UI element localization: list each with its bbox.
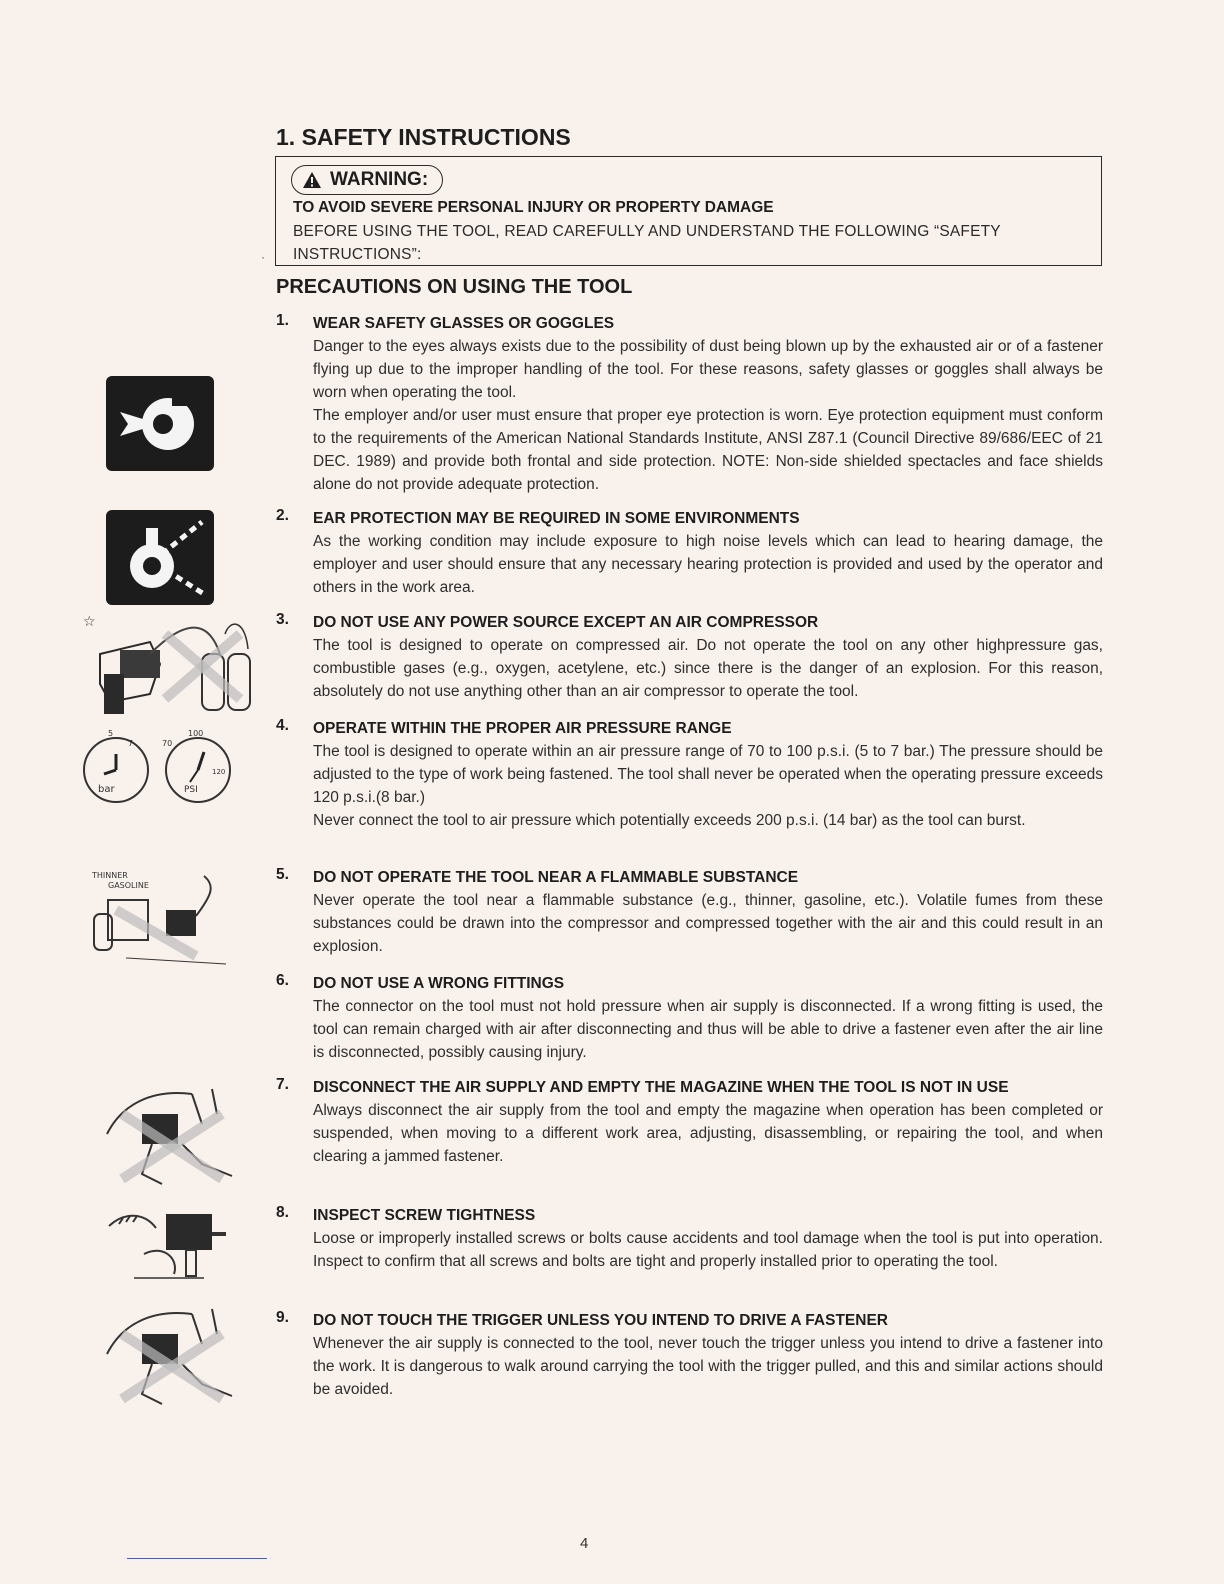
item-number: 9. bbox=[276, 1309, 289, 1326]
item-number: 5. bbox=[276, 866, 289, 883]
item-number: 7. bbox=[276, 1076, 289, 1093]
page-number: 4 bbox=[580, 1535, 589, 1552]
list-item bbox=[276, 1309, 1103, 1401]
disconnect-air-icon bbox=[92, 1084, 237, 1189]
list-item bbox=[276, 972, 1103, 1064]
item-number: 1. bbox=[276, 312, 289, 329]
item-heading: WEAR SAFETY GLASSES OR GOGGLES bbox=[313, 315, 615, 332]
item-paragraph: Always disconnect the air supply from the tool and empty the magazine when operation has been completed or suspended, when moving to a different work area, adjusting, disassembling, or repairing the tool, and when clearing a jammed fastener. bbox=[313, 1102, 1103, 1165]
item-paragraph: Whenever the air supply is connected to the tool, never touch the trigger unless you intend to drive a fastener into the work. It is dangerous to walk around carrying the tool with the trigger pulled, and this and similar actions should be avoided. bbox=[313, 1335, 1103, 1398]
item-text bbox=[313, 889, 1103, 958]
page-title: 1. SAFETY INSTRUCTIONS bbox=[276, 124, 571, 150]
list-item bbox=[276, 611, 1103, 703]
section-title: PRECAUTIONS ON USING THE TOOL bbox=[276, 276, 633, 298]
item-paragraph: The employer and/or user must ensure that proper eye protection is worn. Eye protection equipment must conform to the requirements of the American National Standards Institute, ANSI Z87.1 (Council Directive 89/686/EEC of 21 DEC. 1989) and provide both frontal and side protection. NOTE: Non-side shielded spectacles and face shields alone do not provide adequate protection. bbox=[313, 407, 1103, 493]
item-number: 4. bbox=[276, 717, 289, 734]
trigger-caution-icon bbox=[92, 1304, 237, 1409]
list-item bbox=[276, 312, 1103, 496]
margin-mark: · bbox=[261, 250, 265, 264]
item-heading: DO NOT USE ANY POWER SOURCE EXCEPT AN AIR COMPRESSOR bbox=[313, 614, 819, 631]
item-heading: DISCONNECT THE AIR SUPPLY AND EMPTY THE MAGAZINE WHEN THE TOOL IS NOT IN USE bbox=[313, 1079, 1009, 1096]
list-item bbox=[276, 507, 1103, 599]
warning-label: WARNING: bbox=[330, 169, 429, 190]
gauge-tick: 100 bbox=[188, 729, 204, 738]
item-text bbox=[313, 530, 1103, 599]
svg-text:☆: ☆ bbox=[83, 614, 96, 630]
warning-heading: TO AVOID SEVERE PERSONAL INJURY OR PROPERTY DAMAGE bbox=[293, 199, 774, 216]
no-gas-cylinder-icon bbox=[80, 614, 255, 719]
flammable-label-gasoline: GASOLINE bbox=[108, 881, 149, 890]
pressure-gauge-icon bbox=[76, 726, 236, 806]
eye-protection-icon bbox=[106, 376, 214, 471]
item-number: 8. bbox=[276, 1204, 289, 1221]
item-paragraph: Never operate the tool near a flammable substance (e.g., thinner, gasoline, etc.). Volatile fumes from these substances could be drawn into the compressor and compressed together with the air and this could result in an explosion. bbox=[313, 892, 1103, 955]
item-text bbox=[313, 634, 1103, 703]
flammable-substance-icon bbox=[86, 866, 236, 966]
item-heading: INSPECT SCREW TIGHTNESS bbox=[313, 1207, 536, 1224]
item-heading: EAR PROTECTION MAY BE REQUIRED IN SOME ENVIRONMENTS bbox=[313, 510, 800, 527]
screw-tightness-icon bbox=[104, 1204, 229, 1284]
gauge-tick: 7 bbox=[128, 739, 134, 748]
item-number: 3. bbox=[276, 611, 289, 628]
item-number: 2. bbox=[276, 507, 289, 524]
item-paragraph: As the working condition may include exposure to high noise levels which can lead to hearing damage, the employer and user should ensure that any necessary hearing protection is provided and used by the operator and others in the work area. bbox=[313, 533, 1103, 596]
item-heading: DO NOT TOUCH THE TRIGGER UNLESS YOU INTEND TO DRIVE A FASTENER bbox=[313, 1312, 888, 1329]
list-item bbox=[276, 866, 1103, 958]
list-item bbox=[276, 1076, 1103, 1168]
list-item bbox=[276, 717, 1103, 832]
gauge-unit-psi: PSI bbox=[184, 785, 198, 795]
warning-body: BEFORE USING THE TOOL, READ CAREFULLY AND UNDERSTAND THE FOLLOWING “SAFETY INSTRUCTIONS”: bbox=[293, 223, 1001, 263]
item-number: 6. bbox=[276, 972, 289, 989]
item-text bbox=[313, 335, 1103, 496]
item-text bbox=[313, 1332, 1103, 1401]
warning-box bbox=[275, 156, 1102, 266]
item-heading: DO NOT OPERATE THE TOOL NEAR A FLAMMABLE SUBSTANCE bbox=[313, 869, 799, 886]
item-heading: OPERATE WITHIN THE PROPER AIR PRESSURE RANGE bbox=[313, 720, 732, 737]
item-paragraph: Danger to the eyes always exists due to the possibility of dust being blown up by the exhausted air or of a fastener flying up due to the improper handling of the tool. For these reasons, safety glasses or goggles shall always be worn when operating the tool. bbox=[313, 338, 1103, 401]
item-text bbox=[313, 1099, 1103, 1168]
warning-triangle-icon bbox=[302, 171, 322, 189]
gauge-tick: 120 bbox=[212, 768, 226, 776]
warning-badge bbox=[291, 165, 443, 195]
item-paragraph: Loose or improperly installed screws or bolts cause accidents and tool damage when the tool is put into operation. Inspect to confirm that all screws and bolts are tight and properly installed prior to operating the tool. bbox=[313, 1230, 1103, 1270]
item-paragraph: The connector on the tool must not hold pressure when air supply is disconnected. If a wrong fitting is used, the tool can remain charged with air after disconnecting and thus will be able to drive a fastener even after the air line is disconnected, possibly causing injury. bbox=[313, 998, 1103, 1061]
list-item bbox=[276, 1204, 1103, 1273]
item-text bbox=[313, 1227, 1103, 1273]
item-paragraph: Never connect the tool to air pressure which potentially exceeds 200 p.s.i. (14 bar) as the tool can burst. bbox=[313, 812, 1026, 829]
item-heading: DO NOT USE A WRONG FITTINGS bbox=[313, 975, 565, 992]
item-text bbox=[313, 995, 1103, 1064]
item-text bbox=[313, 740, 1103, 832]
item-paragraph: The tool is designed to operate on compressed air. Do not operate the tool on any other highpressure gas, combustible gases (e.g., oxygen, acetylene, etc.) since there is the danger of an explosion. For this reason, absolutely do not use anything other than an air compressor to operate the tool. bbox=[313, 637, 1103, 700]
ear-protection-icon bbox=[106, 510, 214, 605]
gauge-tick: 5 bbox=[108, 729, 114, 738]
flammable-label-thinner: THINNER bbox=[92, 871, 128, 880]
gauge-unit-bar: bar bbox=[98, 784, 115, 795]
gauge-tick: 70 bbox=[162, 739, 173, 748]
item-paragraph: The tool is designed to operate within an air pressure range of 70 to 100 p.s.i. (5 to 7 bar.) The pressure should be adjusted to the type of work being fastened. The tool shall never be operated when the operating pressure exceeds 120 p.s.i.(8 bar.) bbox=[313, 743, 1103, 806]
bottom-rule bbox=[127, 1558, 267, 1559]
